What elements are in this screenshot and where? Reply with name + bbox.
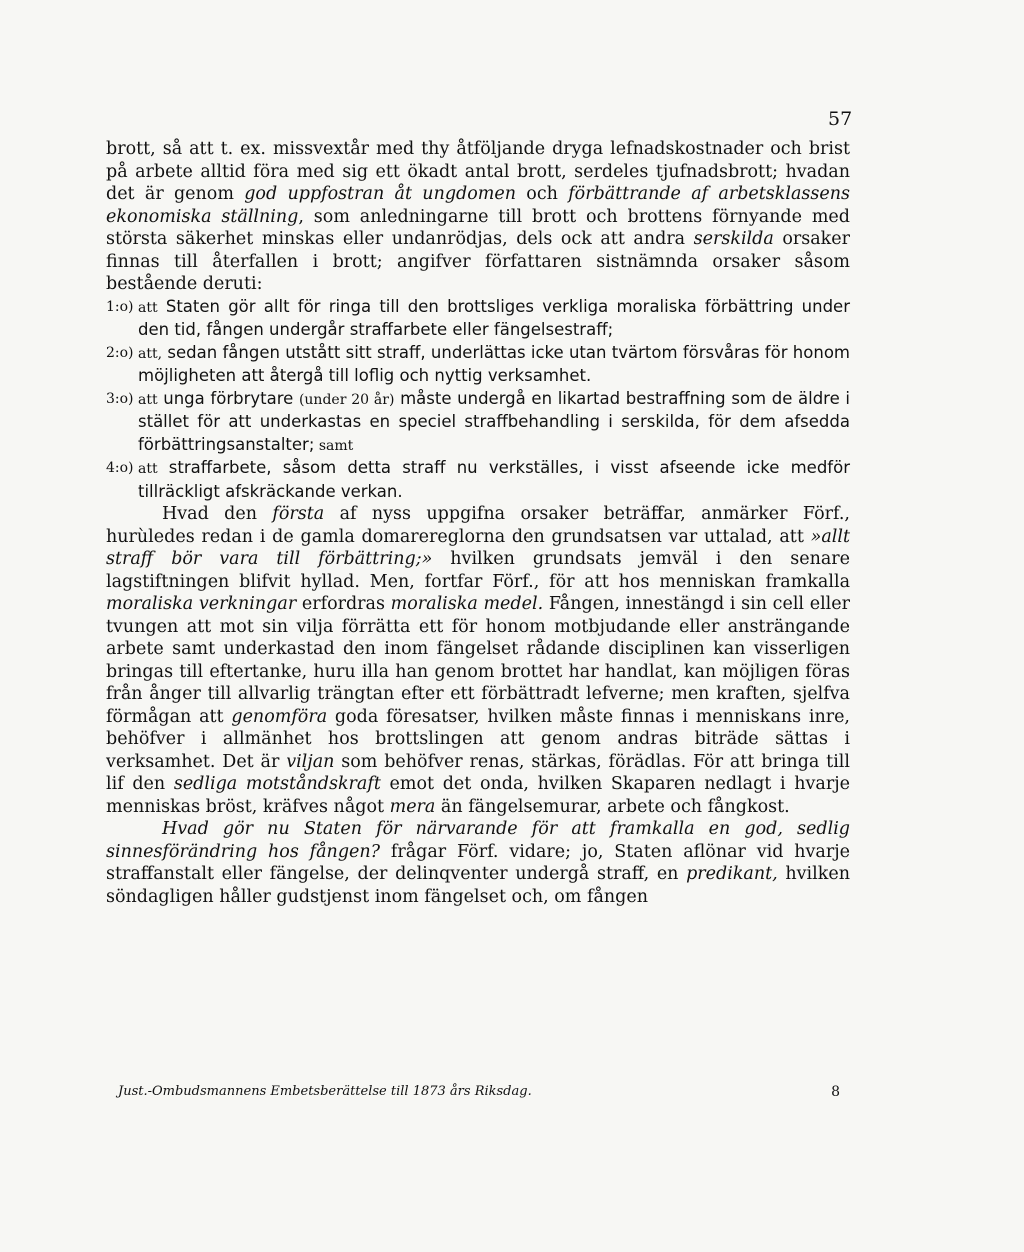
list-item-text: straffarbete, såsom detta straff nu verkställes, i visst afseende icke medför tillräckligt afskräckande verkan.: [138, 458, 850, 501]
list-item-2: [106, 342, 850, 388]
paragraph-italic: mera: [389, 796, 436, 817]
intro-text-3: , som anledningarne till brott och brottens förnyande med största säkerhet minskas eller undanrödjas, dels ock att andra: [106, 206, 850, 249]
paragraph-quote: »allt straff bör vara till förbättring;»: [106, 526, 850, 569]
list-item-number: 2:o): [106, 344, 134, 361]
body-text: [106, 138, 850, 908]
paragraph-italic: sedliga motståndskraft: [173, 774, 381, 794]
paragraph-text: frågar Förf. vidare; jo, Staten aflönar vid hvarje straffanstalt eller fängelse, der delinqventer undergå straff, en: [106, 841, 850, 884]
paragraph-text: af nyss uppgifna orsaker beträffar, anmärker Förf., hurùledes redan i de gamla domarereglorna den grundsatsen var uttalad, att: [106, 504, 850, 547]
paragraph-text: goda föresatser, hvilken måste finnas i menniskans inre, behöfver i allmänhet hos brottslingen att genom andras biträde sättas i verksamhet. Det är: [106, 706, 850, 772]
list-item-body: [138, 296, 850, 342]
paragraph-text: hvilken grundsats jemväl i den senare lagstiftningen blifvit hyllad. Men, fortfar Förf., för att hos menniskan framkalla: [106, 549, 851, 592]
footer-signature: 8: [831, 1084, 840, 1100]
intro-text-1: brott, så att t. ex. missvextår med thy åtföljande dryga lefnadskostnader och brist på arbete alltid föra med sig ett ökadt antal brott, serdeles tjufnadsbrott; hvadan det är genom: [106, 139, 850, 204]
intro-text-4: orsaker finnas till återfallen i brott; angifver författaren sistnämnda orsaker såsom bestående deruti:: [106, 229, 850, 294]
intro-italic-3: serskilda: [693, 229, 774, 249]
intro-italic-2: förbättrande af arbetsklassens ekonomiska ställning: [106, 184, 850, 227]
list-item-4: [106, 457, 850, 503]
intro-italic-1: god uppfostran åt ungdomen: [244, 184, 516, 204]
paragraph-italic: moraliska verkningar: [106, 594, 297, 614]
paragraph-italic: genomföra: [231, 706, 328, 727]
list-item-body: [138, 388, 850, 458]
paragraph-text: hvilken söndagligen håller gudstjenst inom fängelset och, om fången: [106, 864, 850, 907]
list-item-body: [138, 342, 850, 388]
list-item-parenthetical: (under 20 år): [298, 391, 395, 408]
list-item-lead: att: [138, 299, 158, 316]
list-item-body: [138, 457, 850, 503]
paragraph-italic: moraliska medel.: [390, 594, 544, 614]
paragraph-text: emot det onda, hvilken Skaparen nedlagt i hvarje menniskas bröst, kräfves något: [106, 774, 850, 817]
page-footer: [118, 1084, 840, 1100]
paragraph-italic: första: [272, 504, 325, 524]
paragraph-text: än fängelsemurar, arbete och fångkost.: [435, 796, 790, 817]
list-item-lead: att: [138, 461, 158, 477]
intro-paragraph: [106, 138, 850, 296]
paragraph-italic: viljan: [286, 751, 335, 772]
list-item-3: [106, 388, 850, 458]
list-item-lead: att,: [138, 345, 163, 362]
list-item-number: 1:o): [106, 298, 134, 315]
list-item-text: unga förbrytare: [157, 388, 299, 408]
paragraph-text: Hvad den: [162, 504, 273, 524]
list-item-text: Staten gör allt för ringa till den brottsliges verkliga moraliska förbättring under den tid, fången undergår straffarbete eller fängelsestraff;: [138, 296, 850, 339]
list-item-1: [106, 296, 850, 342]
list-item-text-2: måste undergå en likartad bestraffning som de äldre i stället för att underkastas en speciel straffbehandling i serskilda, för dem afsedda förbättringsanstalter;: [138, 388, 851, 454]
paragraph-2: [106, 818, 850, 908]
intro-text-2: och: [516, 184, 569, 204]
list-item-number: 3:o): [106, 390, 134, 407]
paragraph-italic: predikant,: [686, 864, 778, 884]
paragraph-text: som behöfver renas, stärkas, förädlas. För att bringa till lif den: [106, 751, 850, 794]
page-number: 57: [828, 108, 853, 130]
paragraph-italic: Hvad gör nu Staten för närvarande för att framkalla en god, sedlig sinnesförändring hos fången?: [106, 819, 850, 862]
paragraph-1: [106, 503, 850, 818]
list-item-number: 4:o): [106, 460, 134, 476]
list-item-tail: samt: [314, 437, 354, 454]
list-item-text: sedan fången utstått sitt straff, underlättas icke utan tvärtom försvåras för honom möjligheten att återgå till loflig och nyttig verksamhet.: [138, 342, 850, 385]
paragraph-text: Fången, innestängd i sin cell eller tvungen att mot sin vilja förrätta ett för honom motbjudande eller ansträngande arbete samt underkastad den inom fängelset rådande disciplinen kan visserligen bringas till eftertanke, huru illa han genom brottet har handlat, kan möjligen föras från ånger till allvarlig trängtan efter ett förbättradt lefverne; men kraften, sjelfva förmågan att: [106, 594, 850, 727]
paragraph-text: erfordras: [296, 594, 391, 614]
footer-source: Just.-Ombudsmannens Embetsberättelse till 1873 års Riksdag.: [118, 1084, 532, 1099]
list-item-lead: att: [138, 391, 158, 408]
